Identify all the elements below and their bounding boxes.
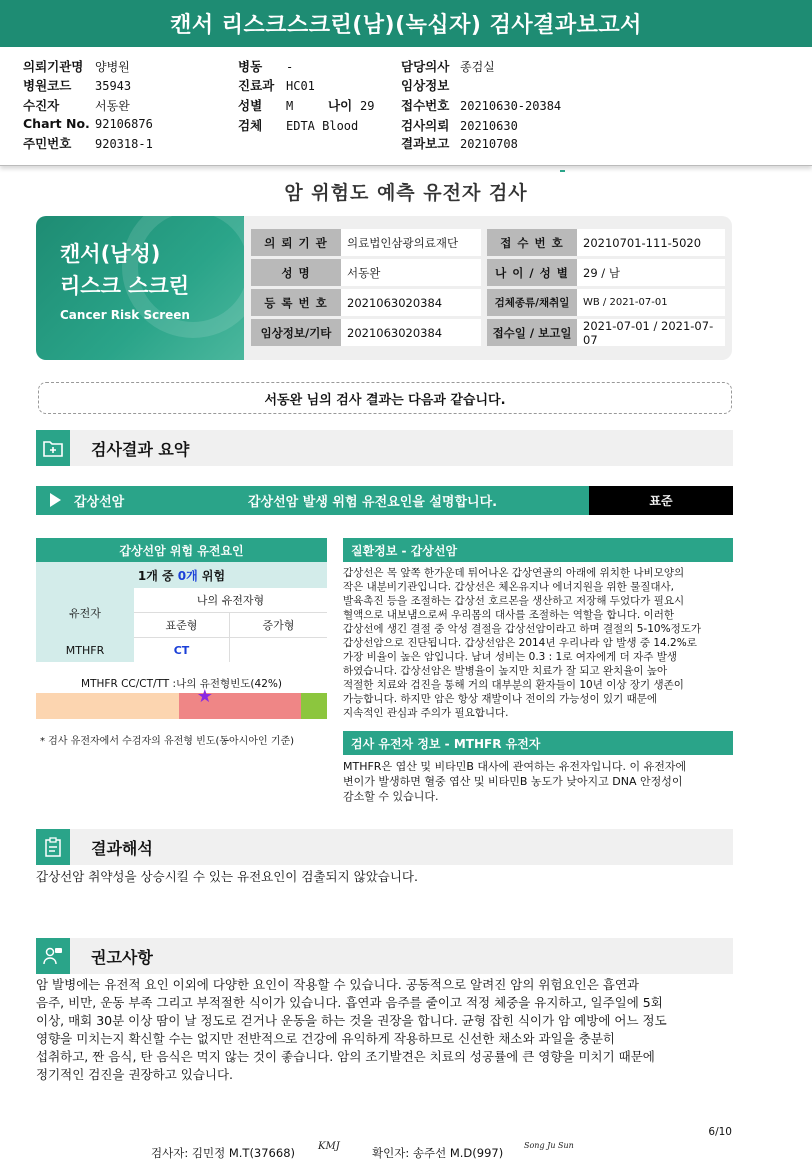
info-value: 2021063020384 — [341, 289, 481, 316]
header-label: 접수번호 — [401, 98, 450, 113]
disease-info-header: 질환정보 - 갑상선암 — [343, 538, 733, 562]
gene-info-header: 검사 유전자 정보 - MTHFR 유전자 — [343, 731, 733, 755]
genotype-frequency-bar — [36, 686, 327, 719]
header-label: 병동 — [238, 59, 263, 74]
header-value: HC01 — [286, 79, 315, 93]
cancer-description: 갑상선암 발생 위험 유전요인을 설명합니다. — [248, 495, 498, 510]
text-line: 적절한 치료와 검진을 통해 거의 대부분의 환자들이 10년 이상 장기 생존이 — [343, 679, 684, 691]
header-label: 검체 — [238, 118, 263, 133]
frequency-segment-cc — [36, 693, 179, 719]
thyroid-cancer-bar — [36, 486, 733, 515]
text-line: 암 발병에는 유전적 요인 이외에 다양한 요인이 작용할 수 있습니다. 공동적으로 알려진 암의 위험요인은 흡연과 — [36, 977, 639, 992]
summary-suffix: 위험 — [201, 568, 226, 583]
text-line: 영향을 미치는지 확신할 수는 없지만 전반적으로 건강에 유익하게 작용하므로 신선한 채소와 과일을 충분히 — [36, 1031, 615, 1046]
info-value: 2021063020384 — [341, 319, 481, 346]
text-line: 갑상선에 생긴 결절 중 악성 결절을 갑상선암이라고 하며 결절의 5-10%정도가 — [343, 623, 701, 635]
text-line: 변이가 발생하면 혈중 엽산 및 비타민B 농도가 낮아지고 DNA 안정성이 — [343, 775, 683, 788]
header-value: 92106876 — [95, 117, 153, 131]
header-value: 종검실 — [460, 60, 495, 74]
report-title: 캔서 리스크스크린(남)(녹십자) 검사결과보고서 — [0, 0, 812, 47]
cancer-name: 갑상선암 — [74, 495, 125, 510]
summary-count: 0개 — [177, 568, 198, 583]
header-label: 진료과 — [238, 78, 275, 93]
banner-title-line1: 캔서(남성) — [60, 242, 161, 266]
genotype-standard: CT — [134, 638, 230, 662]
header-value: 29 — [360, 99, 375, 113]
genotype-table — [36, 588, 327, 662]
header-value: 35943 — [95, 79, 132, 93]
decorative-tick — [560, 170, 565, 172]
info-label: 접 수 번 호 — [487, 229, 577, 256]
info-value: 29 / 남 — [577, 259, 725, 286]
text-line: MTHFR은 엽산 및 비타민B 대사에 관여하는 유전자입니다. 이 유전자에 — [343, 760, 687, 773]
text-line: 섭취하고, 짠 음식, 탄 음식은 먹지 않는 것이 좋습니다. 암의 조기발견은 치료의 성공률에 큰 영향을 미치기 때문에 — [36, 1049, 655, 1064]
my-genotype-header: 나의 유전자형 — [134, 588, 327, 613]
verifier-signature: Song Ju Sun — [524, 1141, 574, 1150]
header-label: 임상정보 — [401, 78, 450, 93]
header-label: 의뢰기관명 — [23, 59, 84, 74]
info-value: 서동완 — [341, 259, 481, 286]
frequency-segment-tt — [301, 693, 327, 719]
clipboard-icon — [36, 829, 70, 865]
text-line: 작은 내분비기관입니다. 갑상선은 체온유지나 에너지원을 위한 물질대사, — [343, 581, 674, 593]
text-line: 가능합니다. 하지만 암은 항상 재발이나 전이의 가능성이 있기 때문에 — [343, 693, 658, 705]
info-label: 등 록 번 호 — [251, 289, 341, 316]
header-label: 나이 — [328, 98, 353, 113]
risk-summary — [36, 562, 327, 588]
page-title: 암 위험도 예측 유전자 검사 — [284, 182, 528, 204]
text-line: 하였습니다. 갑상선암은 발병율이 높지만 치료가 잘 되고 완치율이 높아 — [343, 665, 668, 677]
text-line: 혈액으로 내보냄으로써 우리몸의 대사를 조절하는 역할을 합니다. 이러한 — [343, 609, 674, 621]
info-value: 2021-07-01 / 2021-07-07 — [577, 319, 725, 346]
page-number: 6/10 — [708, 1126, 732, 1138]
header-label: 수진자 — [23, 98, 60, 113]
header-value: EDTA Blood — [286, 119, 359, 133]
patient-info-box — [244, 216, 732, 360]
text-line: 갑상선암으로 진단됩니다. 갑상선암은 2014년 우리나라 암 발생 중 14.2%로 — [343, 637, 697, 649]
header-label: 담당의사 — [401, 59, 450, 74]
text-line: 발육촉진 등을 조절하는 갑상선 호르몬을 생산하고 저장해 두었다가 필요시 — [343, 595, 685, 607]
my-genotype-star-icon: ★ — [196, 686, 213, 707]
header-label: 검사의뢰 — [401, 118, 450, 133]
header-label: 주민번호 — [23, 136, 72, 151]
text-line: 음주, 비만, 운동 부족 그리고 부적절한 식이가 있습니다. 흡연과 음주를 줄이고 적정 체중을 유지하고, 일주일에 5회 — [36, 995, 663, 1010]
report-header — [0, 47, 812, 166]
info-label: 접수일 / 보고일 — [487, 319, 577, 346]
header-label: 결과보고 — [401, 136, 450, 151]
header-label: 병원코드 — [23, 78, 72, 93]
increased-type-header: 증가형 — [230, 613, 327, 638]
cancer-risk-banner — [36, 216, 244, 360]
section-summary — [36, 430, 733, 466]
gene-name: MTHFR — [36, 638, 134, 662]
info-label: 임상정보/기타 — [251, 319, 341, 346]
genotype-frequency-label: MTHFR CC/CT/TT :나의 유전형빈도(42%) — [81, 678, 282, 690]
section-title: 권고사항 — [91, 947, 153, 967]
info-label: 나 이 / 성 별 — [487, 259, 577, 286]
gene-info-text — [343, 759, 728, 804]
header-value: M — [286, 99, 294, 113]
risk-factor-header: 갑상선암 위험 유전요인 — [36, 538, 327, 562]
header-label: 성별 — [238, 98, 263, 113]
header-value: 양병원 — [95, 60, 130, 74]
text-line: 가장 비율이 높은 암입니다. 남녀 성비는 0.3 : 1로 여자에게 더 자주 발생 — [343, 651, 678, 663]
header-value: 20210630-20384 — [460, 99, 562, 113]
info-label: 의 뢰 기 관 — [251, 229, 341, 256]
disease-info-text — [343, 566, 728, 720]
info-value: WB / 2021-07-01 — [577, 289, 725, 316]
verifier: 확인자: 송주선 M.D(997) — [372, 1146, 504, 1160]
genotype-increased — [230, 638, 327, 662]
header-value: 920318-1 — [95, 137, 153, 151]
header-label: Chart No. — [23, 116, 90, 131]
text-line: 이상, 매회 30분 이상 땀이 날 정도로 걷거나 운동을 하는 것을 권장을 합니다. 균형 잡힌 식이가 암 예방에 어느 정도 — [36, 1013, 667, 1028]
examiner-signature: KMJ — [318, 1141, 340, 1152]
header-value: 서동완 — [95, 99, 130, 113]
section-title: 검사결과 요약 — [91, 439, 190, 459]
section-title: 결과해석 — [91, 838, 153, 858]
header-value: 20210708 — [460, 137, 518, 151]
standard-type-header: 표준형 — [134, 613, 230, 638]
info-label: 검체종류/채취일 — [487, 289, 577, 316]
header-value: - — [286, 60, 294, 74]
info-value: 20210701-111-5020 — [577, 229, 725, 256]
text-line: 정기적인 검진을 권장하고 있습니다. — [36, 1067, 234, 1082]
banner-title-line2: 리스크 스크린 — [60, 274, 190, 298]
section-interpretation — [36, 829, 733, 865]
text-line: 갑상선은 목 앞쪽 한가운데 튀어나온 갑상연골의 아래에 위치한 나비모양의 — [343, 567, 685, 579]
result-notice: 서동완 님의 검사 결과는 다음과 같습니다. — [38, 382, 732, 414]
info-label: 성 명 — [251, 259, 341, 286]
frequency-footnote: * 검사 유전자에서 수검자의 유전형 빈도(동아시아인 기준) — [40, 736, 295, 747]
header-value: 20210630 — [460, 119, 518, 133]
risk-status-badge: 표준 — [589, 486, 733, 515]
info-value: 의료법인삼광의료재단 — [341, 229, 481, 256]
section-advice — [36, 938, 733, 974]
play-arrow-icon — [50, 493, 61, 507]
text-line: 감소할 수 있습니다. — [343, 790, 439, 803]
interpretation-text: 갑상선암 취약성을 상승시킬 수 있는 유전요인이 검출되지 않았습니다. — [36, 869, 418, 884]
gene-column-header: 유전자 — [36, 588, 134, 638]
banner-subtitle: Cancer Risk Screen — [60, 308, 190, 322]
medical-folder-icon — [36, 430, 70, 466]
examiner: 검사자: 김민정 M.T(37668) — [151, 1146, 295, 1160]
doctor-consult-icon — [36, 938, 70, 974]
text-line: 지속적인 관심과 주의가 필요합니다. — [343, 707, 509, 719]
summary-prefix: 1개 중 — [137, 568, 174, 583]
advice-text — [36, 976, 667, 1084]
